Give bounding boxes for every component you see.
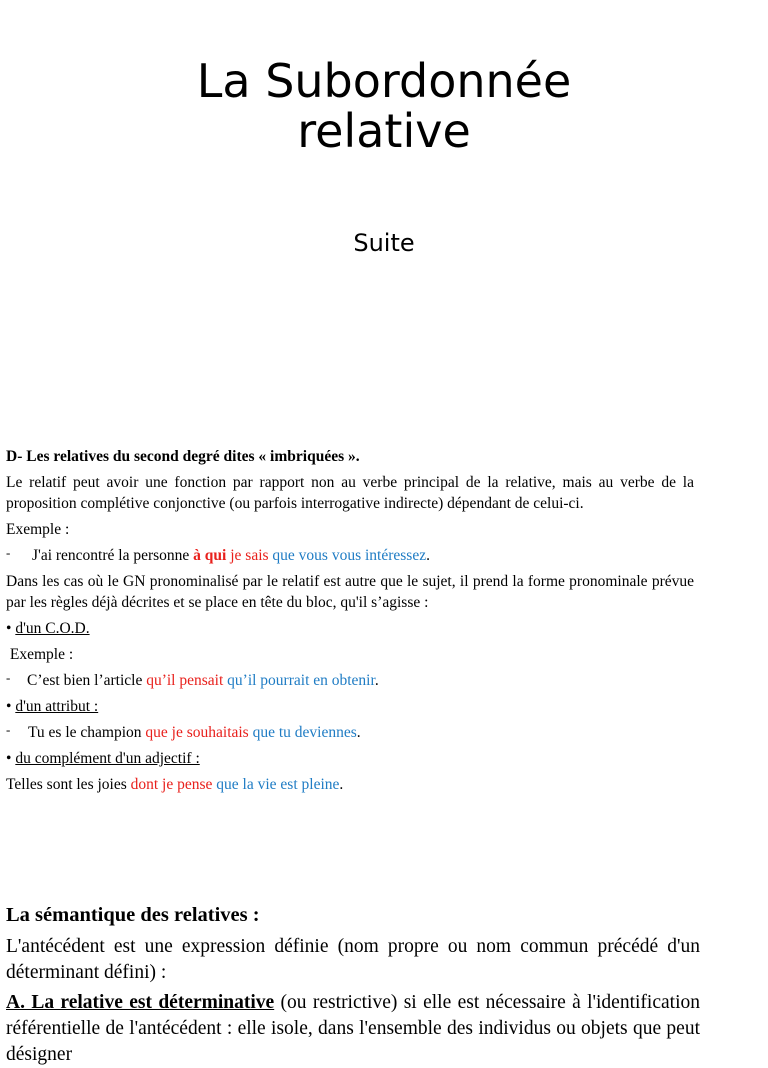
dash-marker: - xyxy=(6,545,11,560)
example-3-plain: Tu es le champion xyxy=(28,724,146,741)
example-3-red: que je souhaitais xyxy=(145,724,249,741)
example-3 xyxy=(6,722,694,743)
relative-determinative-text: (ou restrictive) si elle est nécessaire à l'identification référentielle de l'antécédent : elle isole, dans l'ensemble des individus ou objets que peut désigner xyxy=(6,992,700,1065)
example-1-relative-pronoun: à qui xyxy=(193,547,227,564)
example-2 xyxy=(6,670,694,691)
dash-marker: - xyxy=(6,722,11,737)
semantique-title: La sémantique des relatives : xyxy=(6,904,260,926)
relative-determinative-label: A. La relative est déterminative xyxy=(6,992,275,1013)
example-4 xyxy=(6,774,694,795)
example-1-red: je sais xyxy=(226,547,269,564)
example-1-end: . xyxy=(426,547,430,564)
slide-title-line1: La Subordonnée xyxy=(196,54,572,108)
cod-item xyxy=(6,618,694,639)
example-1-blue: que vous vous intéressez xyxy=(268,547,427,564)
example-2-blue: qu’il pourrait en obtenir xyxy=(223,672,375,689)
complement-item xyxy=(6,748,694,769)
slide-subtitle: Suite xyxy=(353,229,415,257)
example-2-red: qu’il pensait xyxy=(146,672,224,689)
example-1 xyxy=(6,545,694,566)
bullet: • xyxy=(6,750,16,767)
exemple-label: Exemple : xyxy=(6,521,70,538)
title-slide xyxy=(0,0,768,430)
example-4-red: dont je pense xyxy=(130,776,213,793)
cod-label: d'un C.O.D. xyxy=(15,620,90,637)
dash-marker: - xyxy=(6,670,11,685)
slide-title xyxy=(0,56,768,156)
attribut-label: d'un attribut : xyxy=(15,698,99,715)
example-2-end: . xyxy=(374,672,379,689)
section-d xyxy=(6,446,694,795)
bullet: • xyxy=(6,620,16,637)
section-d-paragraph-1: Le relatif peut avoir une fonction par rapport non au verbe principal de la relative, mais au verbe de la proposition complétive conjonctive (ou parfois interrogative indirecte) dépendant de celui-ci. xyxy=(6,474,694,512)
attribut-item xyxy=(6,696,694,717)
section-semantique xyxy=(6,902,700,1068)
example-2-plain: C’est bien l’article xyxy=(27,672,147,689)
example-4-end: . xyxy=(339,776,344,793)
exemple-label-2: Exemple : xyxy=(6,646,74,663)
bullet: • xyxy=(6,698,16,715)
semantique-paragraph-1: L'antécédent est une expression définie (nom propre ou nom commun précédé d'un déterminant défini) : xyxy=(6,936,700,983)
example-3-blue: que tu deviennes xyxy=(248,724,357,741)
section-d-heading: D- Les relatives du second degré dites « imbriquées ». xyxy=(6,448,360,465)
example-4-plain: Telles sont les joies xyxy=(6,776,131,793)
semantique-paragraph-a xyxy=(6,990,700,1068)
section-d-paragraph-2: Dans les cas où le GN pronominalisé par le relatif est autre que le sujet, il prend la forme pronominale prévue par les règles déjà décrites et se place en tête du bloc, qu'il s’agisse : xyxy=(6,573,694,611)
slide-title-line2: relative xyxy=(297,104,471,158)
example-3-end: . xyxy=(356,724,361,741)
complement-label: du complément d'un adjectif : xyxy=(15,750,200,767)
example-1-plain: J'ai rencontré la personne xyxy=(32,547,194,564)
example-4-blue: que la vie est pleine xyxy=(212,776,340,793)
